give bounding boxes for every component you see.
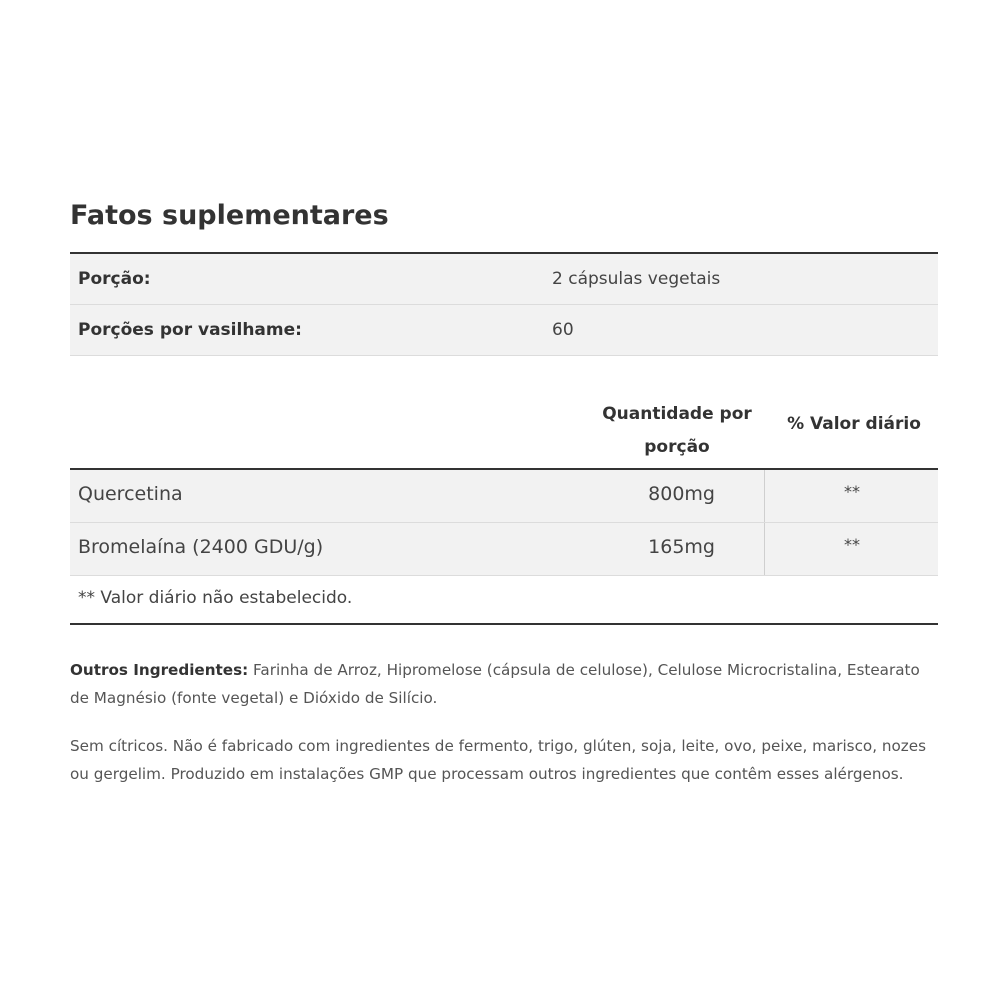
daily-value-header: % Valor diário	[787, 414, 921, 434]
allergen-note: Sem cítricos. Não é fabricado com ingredientes de fermento, trigo, glúten, soja, leite, ovo, peixe, marisco, nozes ou gergelim. Produzido em instalações GMP que processam outros ingredientes que contêm esses alérgenos.	[70, 737, 927, 783]
serving-size-label: Porção:	[78, 269, 151, 289]
serving-size-row	[70, 254, 938, 305]
table-row	[70, 470, 938, 523]
footnote-text: ** Valor diário não estabelecido.	[78, 588, 353, 608]
servings-per-container-label: Porções por vasilhame:	[78, 320, 302, 340]
nutrient-name: Bromelaína (2400 GDU/g)	[78, 536, 324, 558]
nutrient-name: Quercetina	[78, 483, 183, 505]
nutrient-table-header	[70, 392, 938, 470]
servings-per-container-value: 60	[552, 320, 574, 340]
nutrient-daily-value: **	[764, 470, 939, 522]
nutrient-amount: 165mg	[648, 536, 715, 558]
serving-size-value: 2 cápsulas vegetais	[552, 269, 721, 289]
nutrient-daily-value: **	[764, 523, 939, 575]
table-row	[70, 523, 938, 576]
serving-info-table	[70, 252, 938, 356]
amount-per-serving-header	[592, 398, 762, 464]
nutrient-amount: 800mg	[648, 483, 715, 505]
amount-header-line2: porção	[644, 437, 710, 457]
amount-header-line1: Quantidade por	[602, 404, 752, 424]
other-ingredients	[70, 656, 938, 712]
page-title: Fatos suplementares	[70, 200, 389, 231]
servings-per-container-row	[70, 305, 938, 356]
other-ingredients-text: Farinha de Arroz, Hipromelose (cápsula de celulose), Celulose Microcristalina, Estearato de Magnésio (fonte vegetal) e Dióxido de Silício.	[70, 661, 920, 707]
other-ingredients-label: Outros Ingredientes:	[70, 661, 249, 679]
daily-value-footnote	[70, 575, 938, 625]
nutrient-table	[70, 470, 938, 576]
